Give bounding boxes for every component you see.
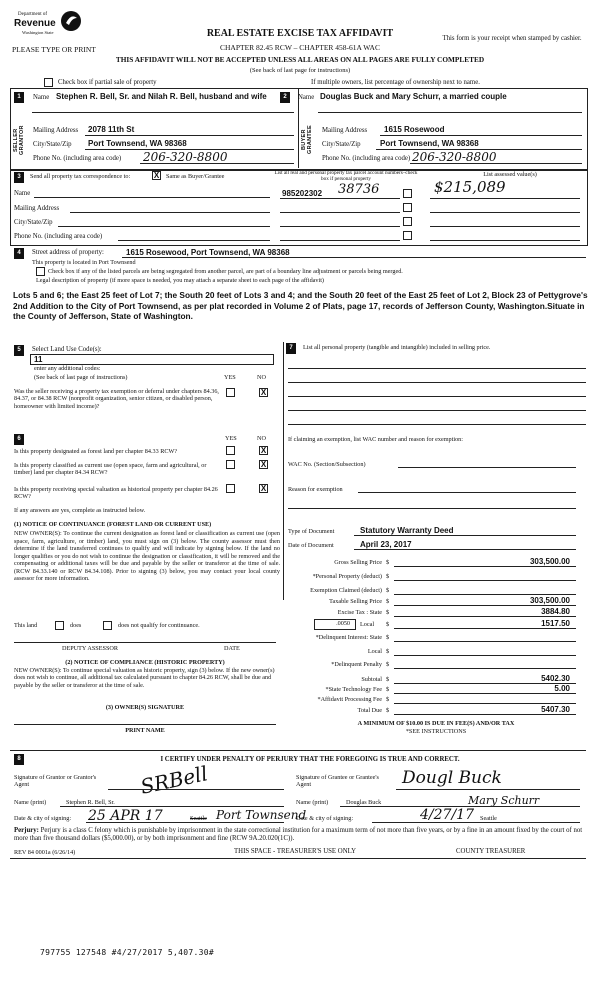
see-instructions-note: *SEE INSTRUCTIONS <box>405 728 467 735</box>
forest-q1-no[interactable]: X <box>260 446 267 455</box>
if-yes-note: If any answers are yes, complete as instructed below. <box>14 507 146 514</box>
tax-row-label: *State Technology Fee <box>325 686 382 693</box>
tax-row-label: Gross Selling Price <box>334 559 382 566</box>
dollar-sign: $ <box>386 587 390 594</box>
excise-tax-state: 3884.80 <box>541 607 570 616</box>
deputy-date-label: DATE <box>224 645 240 652</box>
notice1-text: NEW OWNER(S): To continue the current designation as forest land or classification as current use (open space, farm, agriculture, or timber) land, you must sign on (3) below. The county assessor must then determine if the land transferred continues to qualify and will indicate by signing below. If the land no longer qualifies or you do not wish to continue the designation or classification, it will be removed and the compensating or additional taxes will be due and payable by the seller or transferor at the time of sale. (RCW 84.33.140 or RCW 84.34.108). Prior to signing (3) below, you may contact your local county assessor for more information. <box>14 530 280 582</box>
dollar-sign: $ <box>386 648 390 655</box>
tax-row-label: *Affidavit Processing Fee <box>317 696 382 703</box>
personal-property-checkbox-4[interactable] <box>403 231 412 240</box>
legal-description: Lots 5 and 6; the East 25 feet of Lot 7; the South 20 feet of Lots 3 and 4; and the South 20 feet of the East 25 feet of Lot 2, Block 23 of Pettygrove's 2nd Addition to the City of Port Townsend, as per plat recorded in Volume 2 of Plats, page 17, records of Jefferson County, Washington.Situate in the County of Jefferson, State of Washington. <box>13 290 588 321</box>
multiple-owners-note: If multiple owners, list percentage of ownership next to name. <box>311 79 480 86</box>
grantee-date-label: Date & city of signing: <box>296 815 354 822</box>
logo-line1: Department of <box>18 12 48 17</box>
parcel-header: List all real and personal property tax parcel account numbers–check box if personal property <box>274 170 418 182</box>
exemption-reason-label: Reason for exemption <box>288 486 343 493</box>
dollar-sign: $ <box>386 598 390 605</box>
same-as-buyer-label: Same as Buyer/Grantee <box>166 173 225 180</box>
receipt-stamp: 797755 127548 #4/27/2017 5,407.30# <box>40 948 214 957</box>
tax-row-label: *Personal Property (deduct) <box>312 573 382 580</box>
warning-text: THIS AFFIDAVIT WILL NOT BE ACCEPTED UNLESS ALL AREAS ON ALL PAGES ARE FULLY COMPLETED <box>115 55 485 64</box>
corr-phone-label: Phone No. (including area code) <box>14 233 103 240</box>
section-7-badge: 7 <box>286 343 296 354</box>
personal-property-checkbox-2[interactable] <box>403 203 412 212</box>
street-address: 1615 Rosewood, Port Townsend, WA 98368 <box>126 248 290 257</box>
grantee-name-label: Name (print) <box>296 799 329 806</box>
corr-mailing-label: Mailing Address <box>14 205 60 212</box>
land-use-yes-header: YES <box>224 374 236 381</box>
print-name-label: PRINT NAME <box>125 727 165 734</box>
treasurer-space: THIS SPACE - TREASURER'S USE ONLY <box>234 848 356 855</box>
grantor-signature: SRBell <box>138 761 210 799</box>
seller-name: Stephen R. Bell, Sr. and Nilah R. Bell, husband and wife <box>56 92 267 101</box>
segregated-checkbox[interactable] <box>36 267 45 276</box>
dollar-sign: $ <box>386 609 390 616</box>
excise-tax-local: 1517.50 <box>541 619 570 628</box>
seller-mailing-label: Mailing Address <box>33 127 79 134</box>
personal-property-label: List all personal property (tangible and intangible) included in selling price. <box>303 344 491 351</box>
gross-selling-price: 303,500.00 <box>529 557 570 566</box>
forest-q3-yes[interactable] <box>226 484 235 493</box>
grantor-name-label: Name (print) <box>14 799 47 806</box>
state-technology-fee: 5.00 <box>554 684 570 693</box>
seller-side-label: SELLER GRANTOR <box>13 125 25 155</box>
grantor-city-struck: Seattle <box>190 815 207 822</box>
forest-no-header: NO <box>257 435 266 442</box>
buyer-name: Douglas Buck and Mary Schurr, a married couple <box>320 92 507 101</box>
grantor-city: Port Townsend <box>216 808 307 822</box>
additional-codes-label: enter any additional codes: <box>34 365 101 372</box>
tax-row-label: Total Due <box>357 707 382 714</box>
personal-property-checkbox-3[interactable] <box>403 217 412 226</box>
buyer-mailing-label: Mailing Address <box>322 127 368 134</box>
buyer-phone-label: Phone No. (including area code) <box>322 155 411 162</box>
legal-label: Legal description of property (if more space is needed, you may attach a separate sheet to each page of the affidavit) <box>36 277 324 284</box>
seller-mailing: 2078 11th St <box>88 125 135 134</box>
notice2-title: (2) NOTICE OF COMPLIANCE (HISTORIC PROPERTY) <box>65 659 225 666</box>
grantee-date: 4/27/17 <box>420 807 474 823</box>
segregated-label: Check box if any of the listed parcels are being segregated from another parcel, are part of a boundary line adjustment or parcels being merged. <box>48 268 403 275</box>
rev-number: REV 84 0001a (6/26/14) <box>14 849 76 856</box>
section-2-badge: 2 <box>280 92 290 103</box>
see-back-text: (See back of last page for instructions) <box>249 67 351 74</box>
street-label: Street address of property: <box>32 249 104 256</box>
dollar-sign: $ <box>386 621 390 628</box>
grantor-date: 25 APR 17 <box>88 808 163 824</box>
tax-row-label: *Delinquent Interest: State <box>315 634 382 641</box>
personal-property-checkbox-1[interactable] <box>403 189 412 198</box>
doc-type: Statutory Warranty Deed <box>360 526 454 535</box>
notice2-text: NEW OWNER(S): To continue special valuation as historic property, sign (3) below. If the new owner(s) does not wish to continue, all additional tax calculated pursuant to chapter 84.26 RCW, shall be due and payable by the seller or transferor at the time of sale. <box>14 667 275 689</box>
doc-type-label: Type of Document <box>288 528 335 535</box>
land-use-label: Select Land Use Code(s): <box>32 346 102 353</box>
correspondence-label: Send all property tax correspondence to: <box>30 173 131 180</box>
grantee-signature: Dougl Buck <box>402 768 502 788</box>
assessed-header: List assessed value(s) <box>483 171 537 178</box>
tax-row-label: *Delinquent Penalty <box>331 661 382 668</box>
buyer-name-label: Name <box>298 94 315 101</box>
forest-q3: Is this property receiving special valuation as historical property per chapter 84.26 RCW? <box>14 486 218 501</box>
tax-row-label: Taxable Selling Price <box>329 598 382 605</box>
grantee-name: Douglas Buck <box>346 799 382 806</box>
dollar-sign: $ <box>386 573 390 580</box>
does-not-label: does not qualify for continuance. <box>118 622 200 629</box>
county-treasurer: COUNTY TREASURER <box>456 848 526 855</box>
doc-date-label: Date of Document <box>288 542 334 549</box>
perjury-text: Perjury is a class C felony which is punishable by imprisonment in the state correctional institution for a maximum term of not more than five years, or by a fine in an amount fixed by the court of not more than five thousand dollars ($5,000.00), or by both imprisonment and fine (RCW 9A.20.020(1C)). <box>14 827 583 843</box>
assessed-value: $215,089 <box>434 178 506 196</box>
seller-phone-label: Phone No. (including area code) <box>33 155 122 162</box>
logo-line3: Washington State <box>22 30 54 35</box>
partial-sale-checkbox[interactable] <box>44 78 53 87</box>
land-use-code: 11 <box>34 355 43 364</box>
total-due: 5407.30 <box>541 705 570 714</box>
forest-q2-no[interactable]: X <box>260 460 267 469</box>
tax-row-label: Exemption Claimed (deduct) <box>310 587 382 594</box>
please-type: PLEASE TYPE OR PRINT <box>12 45 96 54</box>
same-as-buyer-checkbox[interactable]: X <box>153 171 160 180</box>
buyer-mailing: 1615 Rosewood <box>384 125 445 134</box>
seller-city: Port Townsend, WA 98368 <box>88 139 187 148</box>
exemption-question: Was the seller receiving a property tax exemption or deferral under chapters 84.36, 84.37, or 84.38 RCW (nonprofit organization, senior citizen, or disabled person, homeowner with limited income)? <box>14 388 219 410</box>
grantee-signature-label: Signature of Grantee or Grantee's Agent <box>296 774 379 789</box>
does-label: does <box>70 622 82 629</box>
perjury-label: Perjury: <box>14 827 39 834</box>
located-in: This property is located in Port Townsend <box>32 259 136 266</box>
form-title: REAL ESTATE EXCISE TAX AFFIDAVIT <box>206 28 394 39</box>
buyer-phone: 206-320-8800 <box>412 150 497 164</box>
certify-statement: I CERTIFY UNDER PENALTY OF PERJURY THAT THE FOREGOING IS TRUE AND CORRECT. <box>160 756 460 763</box>
buyer-city: Port Townsend, WA 98368 <box>380 139 479 148</box>
seller-phone: 206-320-8800 <box>143 150 228 164</box>
dollar-sign: $ <box>386 696 390 703</box>
does-checkbox[interactable] <box>55 621 64 630</box>
forest-q1-yes[interactable] <box>226 446 235 455</box>
grantor-name: Stephen R. Bell, Sr. <box>66 799 115 806</box>
seller-name-label: Name <box>33 94 50 101</box>
dollar-sign: $ <box>386 559 390 566</box>
grantee-name-handwritten: Mary Schurr <box>468 794 540 807</box>
forest-yes-header: YES <box>225 435 237 442</box>
dollar-sign: $ <box>386 661 390 668</box>
dor-logo <box>12 8 86 42</box>
buyer-city-label: City/State/Zip <box>322 141 361 148</box>
section-8-badge: 8 <box>14 754 24 765</box>
forest-q3-no[interactable]: X <box>260 484 267 493</box>
minimum-fee-note: A MINIMUM OF $10.00 IS DUE IN FEE(S) AND/OR TAX <box>357 720 515 727</box>
dollar-sign: $ <box>386 676 390 683</box>
exemption-claim-label: If claiming an exemption, list WAC number and reason for exemption: <box>288 436 463 443</box>
land-use-see-back: (See back of last page of instructions) <box>34 374 128 381</box>
taxable-selling-price: 303,500.00 <box>529 596 570 605</box>
parcel-number: 985202302 <box>282 189 323 198</box>
does-not-checkbox[interactable] <box>103 621 112 630</box>
tax-row-label: Local <box>367 648 382 655</box>
forest-q2: Is this property classified as current use (open space, farm and agricultural, or timber) land per chapter 84.34 RCW? <box>14 462 207 477</box>
dollar-sign: $ <box>386 686 390 693</box>
notice1-title: (1) NOTICE OF CONTINUANCE (FOREST LAND OR CURRENT USE) <box>14 521 212 528</box>
perjury-block <box>14 827 586 843</box>
corr-city-label: City/State/Zip <box>14 219 53 226</box>
dor-logo-icon <box>60 10 82 32</box>
land-use-box <box>30 354 274 365</box>
section-6-badge: 6 <box>14 434 24 445</box>
seller-city-label: City/State/Zip <box>33 141 72 148</box>
grantor-date-label: Date & city of signing: <box>14 815 72 822</box>
corr-name-label: Name <box>14 190 31 197</box>
exemption-no-checkbox[interactable]: X <box>260 388 267 397</box>
this-land-label: This land <box>14 622 38 629</box>
subtotal: 5402.30 <box>541 674 570 683</box>
land-use-no-header: NO <box>257 374 266 381</box>
form-chapter: CHAPTER 82.45 RCW – CHAPTER 458-61A WAC <box>220 43 380 52</box>
exemption-yes-checkbox[interactable] <box>226 388 235 397</box>
deputy-assessor-label: DEPUTY ASSESSOR <box>62 645 118 652</box>
grantor-signature-label: Signature of Grantor or Grantor's Agent <box>14 774 97 789</box>
receipt-note: This form is your receipt when stamped by cashier. <box>442 35 582 42</box>
logo-line2: Revenue <box>14 18 56 29</box>
doc-date: April 23, 2017 <box>360 540 412 549</box>
forest-q1: Is this property designated as forest land per chapter 84.33 RCW? <box>14 448 178 455</box>
section-5-badge: 5 <box>14 345 24 356</box>
wac-label: WAC No. (Section/Subsection) <box>288 461 366 468</box>
buyer-side-label: BUYER GRANTEE <box>301 125 313 155</box>
section-4-badge: 4 <box>14 248 24 259</box>
forest-q2-yes[interactable] <box>226 460 235 469</box>
parcel-number-handwritten: 38736 <box>338 182 380 197</box>
partial-sale-label: Check box if partial sale of property <box>58 79 157 86</box>
local-rate: .0050 <box>336 620 350 627</box>
section-1-badge: 1 <box>14 92 24 103</box>
section-3-badge: 3 <box>14 172 24 183</box>
local-label: Local <box>360 621 375 628</box>
tax-row-label: Excise Tax : State <box>337 609 382 616</box>
dollar-sign: $ <box>386 634 390 641</box>
owner-signature-label: (3) OWNER(S) SIGNATURE <box>105 704 185 711</box>
dollar-sign: $ <box>386 707 390 714</box>
grantee-city: Seattle <box>480 815 497 822</box>
tax-row-label: Subtotal <box>361 676 382 683</box>
